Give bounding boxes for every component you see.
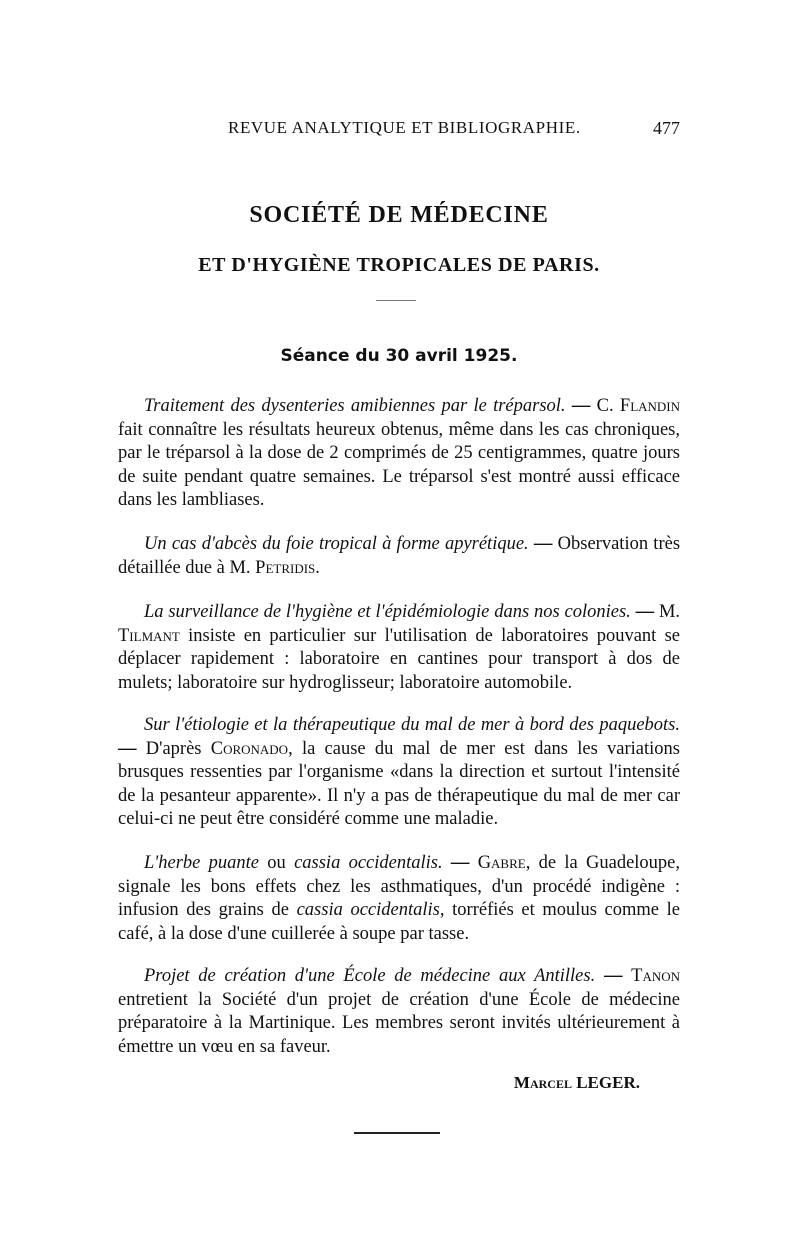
entry-treparsol [118,395,680,513]
entry-dash: — [603,966,623,986]
entry-author-prefix: M. [658,602,681,622]
entry-text: fait connaître les résultats heureux obtenus, même dans les cas chroniques, par le tréparsol à la dose de 2 comprimés de 25 centigrammes, quatre jours de suite pendant quatre semaines. Le tréparsol s'est montré aussi efficace dans les lambliases. [118,419,680,511]
entry-text: , de la Guadeloupe, signale les bons effets chez les asthmatiques, d'un procédé indigène : infusion des grains de [118,853,681,921]
entry-italic-term: cassia occidentalis [296,900,440,921]
entry-author: Coronado [210,738,289,759]
running-title: REVUE ANALYTIQUE ET BIBLIOGRAPHIE. [228,118,581,137]
entry-abces-foie [118,533,680,580]
entry-author: Tanon [631,966,681,986]
entry-text: insiste en particulier sur l'utilisation de laboratoires pouvant se déplacer rapidement : laboratoire en cantines pour transport à dos de mulets; laboratoire sur hydroglisseur; laboratoire automobile. [118,625,680,693]
entry-dash: — [118,738,137,759]
entry-dash: — [635,602,655,622]
entry-dash: — [533,534,553,554]
entry-text-after: , torréfiés et moulus comme le café, à la dose d'une cuillerée à soupe par tasse. [118,900,680,944]
entry-text: , la cause du mal de mer est dans les variations brusques ressenties par l'organisme «dans la direction et surtout l'intensité de la pesanteur apparente». Il n'y a pas de thérapeutique du mal de mer car celui-ci ne peut être considéré comme une maladie. [118,738,680,830]
entry-title: Projet de création d'une École de médecine aux Antilles. [144,966,596,986]
entry-title-part2: cassia occidentalis. [294,853,443,873]
entry-text-before: D'après [145,738,202,759]
session-date: Séance du 30 avril 1925. [280,346,518,366]
signature: Marcel LEGER. [513,1073,640,1092]
entry-author: Petridis. [255,557,320,578]
entry-surveillance-hygiene [118,601,680,695]
entry-title: La surveillance de l'hygiène et l'épidémiologie dans nos colonies. [144,602,631,622]
entry-herbe-puante [118,852,680,946]
entry-title: Sur l'étiologie et la thérapeutique du mal de mer à bord des paquebots. [144,715,680,735]
entry-title-part1: L'herbe puante [144,853,259,873]
society-subtitle: ET D'HYGIÈNE TROPICALES DE PARIS. [198,254,600,276]
entry-author: Gabre [477,853,526,873]
entry-mal-de-mer [118,714,680,832]
entry-dash: — [450,853,470,873]
entry-title: Traitement des dysenteries amibiennes par le tréparsol. [144,396,566,416]
end-rule [354,1132,440,1134]
society-title: SOCIÉTÉ DE MÉDECINE [249,202,549,228]
entry-text: entretient la Société d'un projet de création d'une École de médecine préparatoire à la Martinique. Les membres seront invités ultérieurement à émettre un vœu en sa faveur. [118,989,680,1057]
document-page [118,0,680,1245]
running-header [118,118,680,142]
page-number: 477 [653,118,680,138]
entry-author: Tilmant [118,625,180,646]
entry-dash: — [571,396,591,416]
entry-ecole-medecine [118,965,680,1059]
entry-title-connector: ou [267,853,286,873]
entry-author: C. Flandin [596,396,681,416]
entry-title: Un cas d'abcès du foie tropical à forme apyrétique. [144,534,529,554]
title-divider [376,300,416,301]
entry-text: Observation très détaillée due à M. [118,534,681,578]
